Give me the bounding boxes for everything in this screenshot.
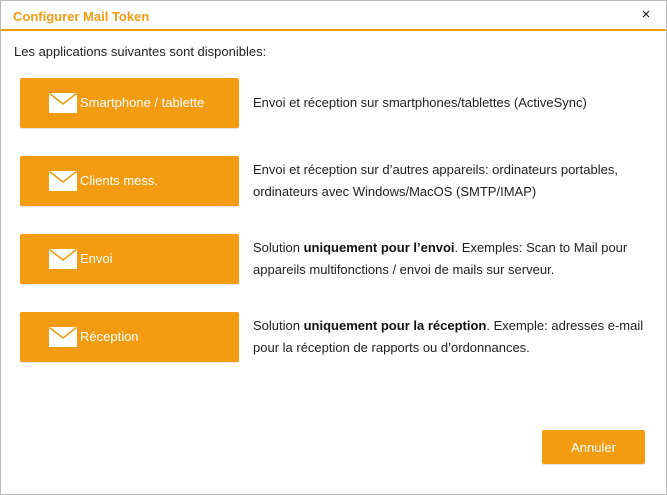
receive-only-description	[253, 315, 653, 359]
mail-clients-description: Envoi et réception sur d’autres appareils: ordinateurs portables, ordinateurs avec Windows/MacOS (SMTP/IMAP)	[253, 162, 618, 199]
smartphone-tablet-label: Smartphone / tablette	[80, 95, 205, 110]
receive-only-desc-bold: uniquement pour la réception	[303, 318, 487, 333]
envelope-icon	[48, 326, 78, 348]
send-only-button[interactable]	[20, 234, 239, 284]
send-only-label: Envoi	[80, 251, 113, 266]
envelope-icon	[48, 248, 78, 270]
smartphone-tablet-description: Envoi et réception sur smartphones/tablettes (ActiveSync)	[253, 95, 587, 110]
send-only-desc-post: . Exemples: Scan to Mail pour appareils multifonctions / envoi de mails sur serveur.	[253, 240, 628, 277]
intro-text: Les applications suivantes sont disponibles:	[14, 44, 267, 59]
receive-only-button[interactable]	[20, 312, 239, 362]
dialog-title: Configurer Mail Token	[13, 9, 150, 24]
receive-only-label: Réception	[80, 329, 139, 344]
envelope-icon	[48, 170, 78, 192]
send-only-desc-bold: uniquement pour l’envoi	[303, 240, 455, 255]
receive-only-desc-post: . Exemple: adresses e-mail pour la réception de rapports ou d’ordonnances.	[253, 318, 644, 355]
cancel-button[interactable]: Annuler	[542, 430, 645, 464]
dialog-titlebar	[1, 1, 666, 31]
send-only-desc-pre: Solution	[253, 240, 304, 255]
mail-clients-button[interactable]	[20, 156, 239, 206]
envelope-icon	[48, 92, 78, 114]
close-icon[interactable]: ×	[641, 6, 651, 23]
mail-clients-label: Clients mess.	[80, 173, 159, 188]
smartphone-tablet-button[interactable]	[20, 78, 239, 128]
send-only-description	[253, 237, 653, 281]
receive-only-desc-pre: Solution	[253, 318, 304, 333]
